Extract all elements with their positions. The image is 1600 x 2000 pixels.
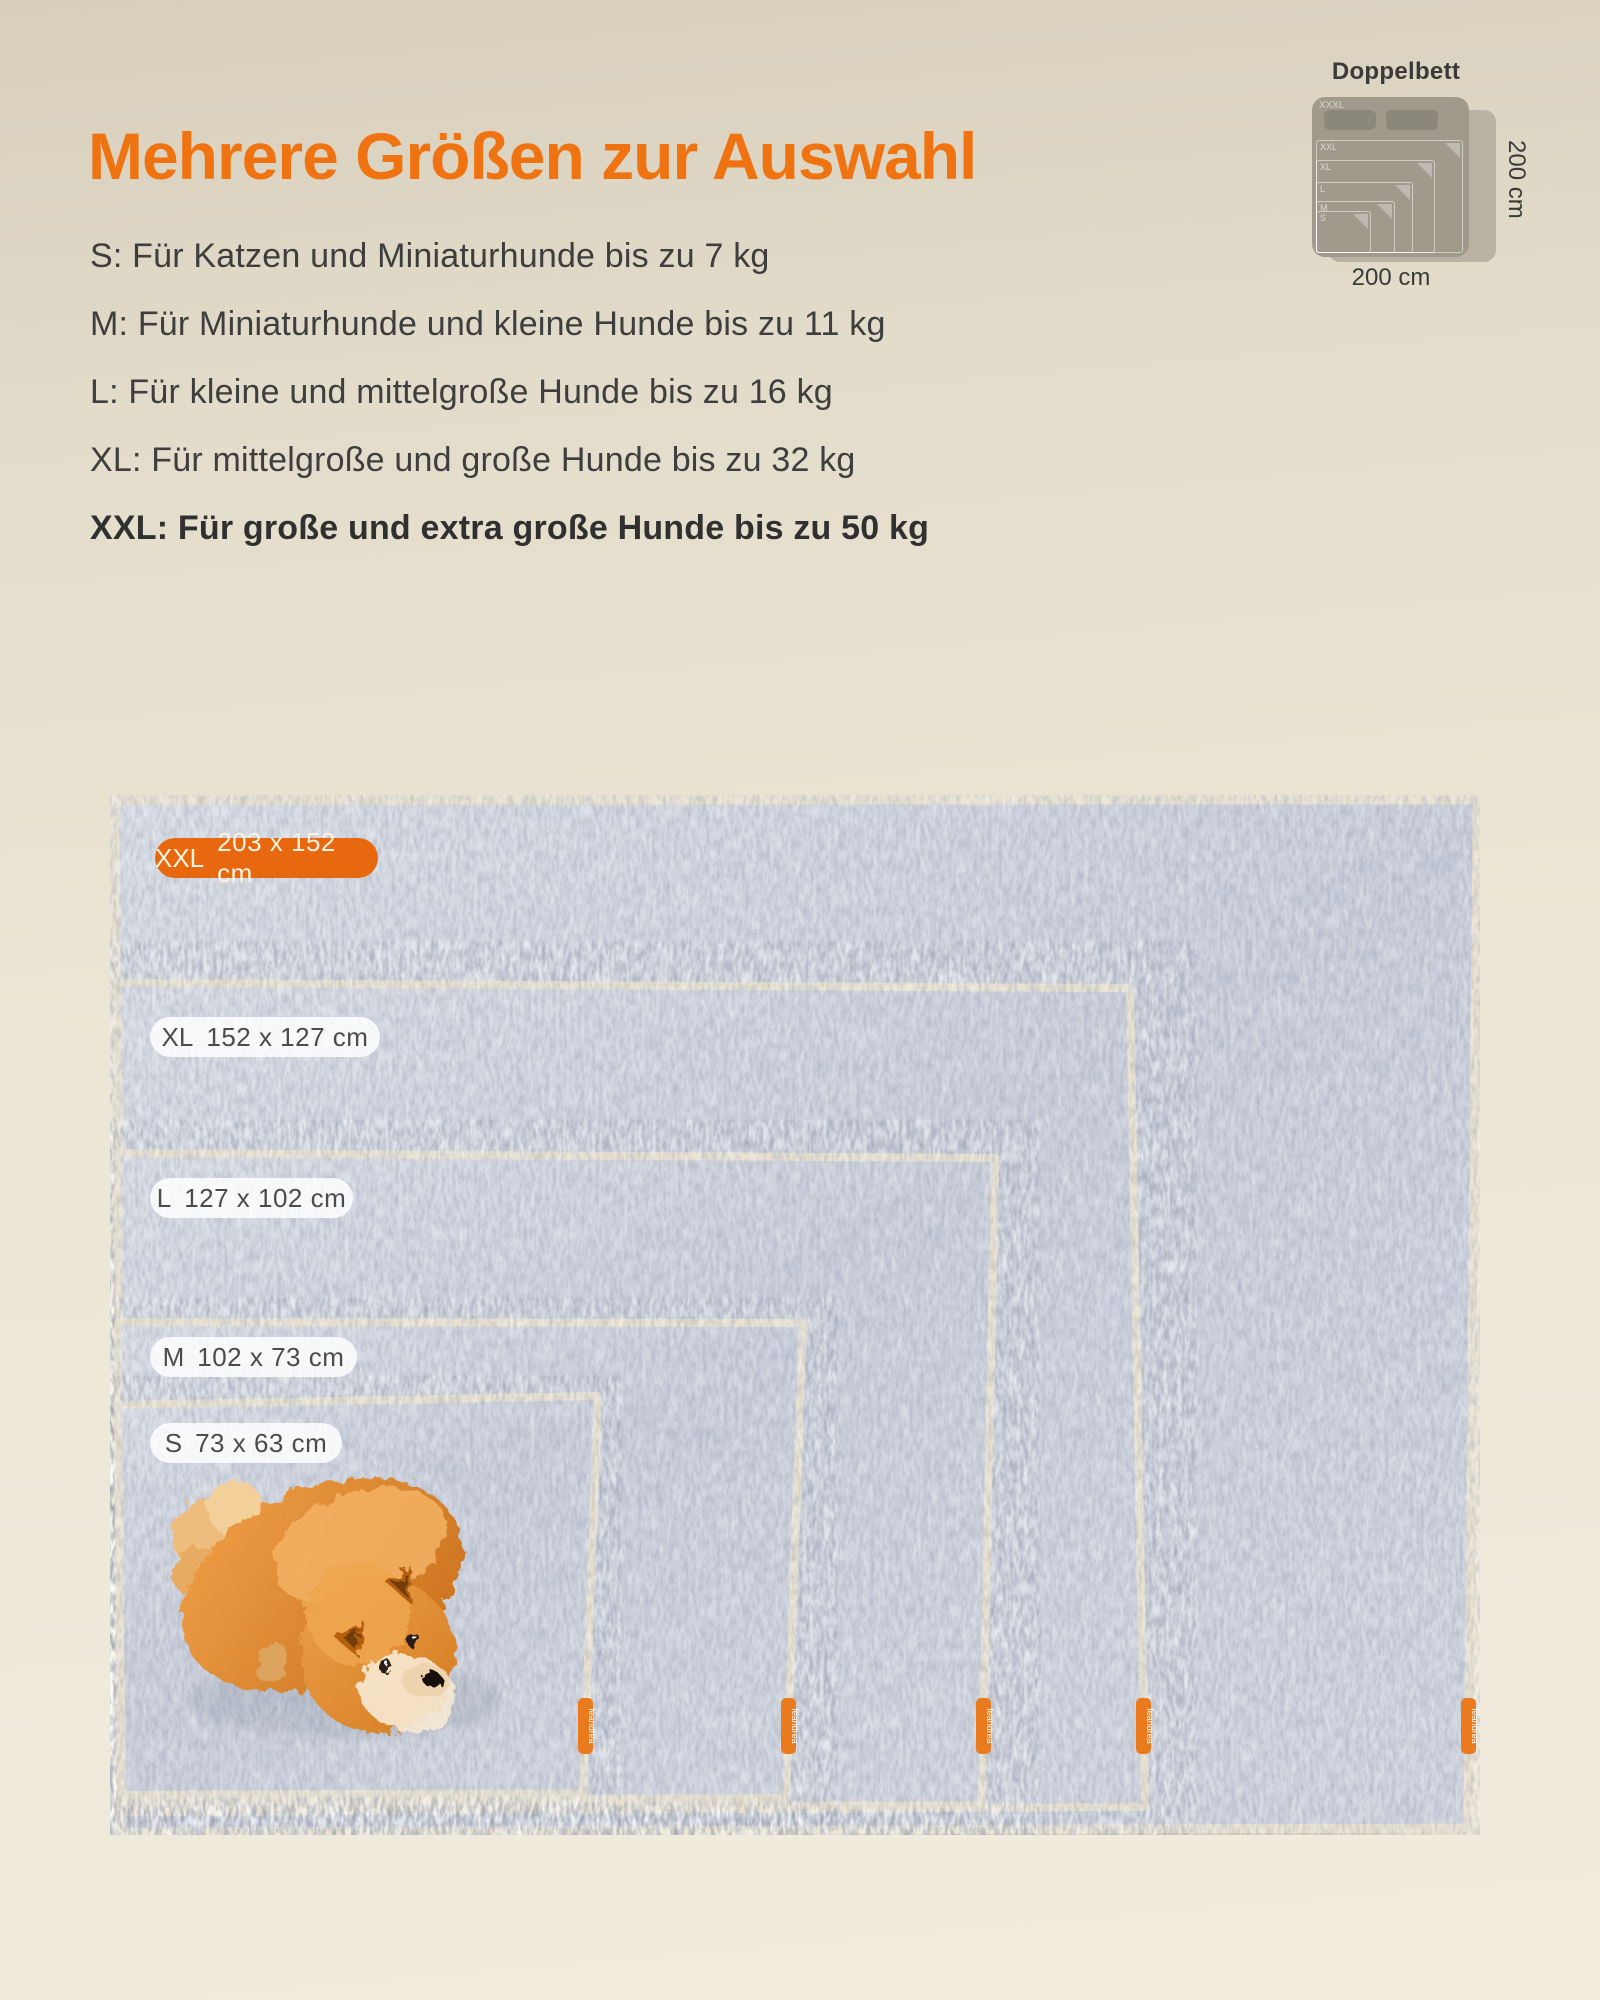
pillow-icon [1324,110,1376,130]
page-title: Mehrere Größen zur Auswahl [88,119,977,193]
double-bed-icon [1312,97,1469,257]
size-outline-xxl: XXL [1316,140,1463,253]
size-line-l: L: Für kleine und mittelgroße Hunde bis zu 16 kg [90,373,833,411]
blanket-stack-art [110,795,1480,1835]
fold-corner-icon [1377,204,1392,219]
blanket-stack-photo [110,795,1480,1835]
size-label-xxl: XXL 203 x 152 cm [155,838,378,878]
svg-text:feandrea: feandrea [790,1708,800,1744]
brand-tag-xxl [1461,1698,1480,1754]
size-line-xl: XL: Für mittelgroße und große Hunde bis zu 32 kg [90,441,856,479]
size-label-m: M 102 x 73 cm [150,1337,357,1377]
bed-size-diagram [1296,58,1576,308]
fold-corner-icon [1353,214,1368,229]
bed-height-dimension: 200 cm [1503,139,1530,219]
svg-text:feandrea: feandrea [587,1708,597,1744]
size-label-l: L 127 x 102 cm [150,1178,353,1218]
size-line-m: M: Für Miniaturhunde und kleine Hunde bis zu 11 kg [90,305,886,343]
size-label-xl: XL 152 x 127 cm [150,1017,380,1057]
svg-text:feandrea: feandrea [1470,1708,1480,1744]
size-outline-l: L [1316,182,1413,253]
pillow-icon [1386,110,1438,130]
svg-text:feandrea: feandrea [1145,1708,1155,1744]
size-line-xxl: XXL: Für große und extra große Hunde bis zu 50 kg [90,509,930,547]
fold-corner-icon [1395,185,1410,200]
size-line-s: S: Für Katzen und Miniaturhunde bis zu 7 kg [90,237,770,275]
size-outline-xl: XL [1316,160,1435,253]
bed-diagram-title: Doppelbett [1331,58,1461,85]
bed-size-label: XXXL [1319,100,1345,111]
fold-corner-icon [1445,143,1460,158]
bed-width-dimension: 200 cm [1351,264,1431,291]
svg-text:feandrea: feandrea [985,1708,995,1744]
size-outline-s: S [1316,211,1371,253]
size-outline-m: M [1316,201,1395,253]
size-label-s: S 73 x 63 cm [150,1423,342,1463]
size-description-list [90,222,929,562]
fold-corner-icon [1417,163,1432,178]
